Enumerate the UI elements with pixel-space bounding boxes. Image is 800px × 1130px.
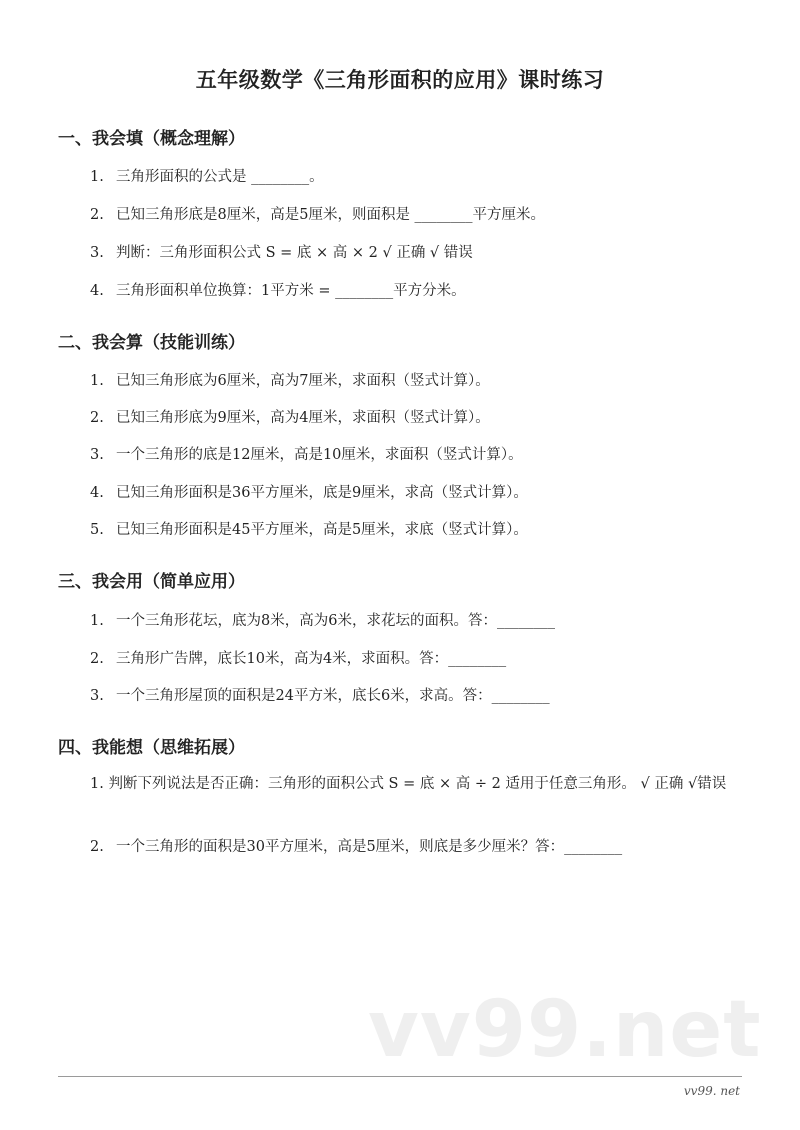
question-1-1 <box>90 165 324 186</box>
question-text: 三角形广告牌，底长10米，高为4米，求面积。答：________ <box>116 651 507 667</box>
section-heading-calculate: 二、我会算（技能训练） <box>58 333 245 353</box>
question-text: 一个三角形的底是12厘米，高是10厘米，求面积（竖式计算）。 <box>116 447 523 463</box>
question-number: 1. <box>90 613 104 629</box>
question-2-1 <box>90 369 490 390</box>
question-3-1 <box>90 609 555 630</box>
question-number: 2. <box>90 410 104 426</box>
question-1-3 <box>90 241 473 262</box>
question-number: 1. <box>90 169 104 185</box>
question-2-2 <box>90 406 490 427</box>
question-text: 三角形面积单位换算：1平方米 = ________平方分米。 <box>116 283 466 299</box>
question-2-3 <box>90 443 523 464</box>
question-text: 一个三角形的面积是30平方厘米，高是5厘米，则底是多少厘米？答：________ <box>116 839 623 855</box>
question-number: 4. <box>90 485 104 501</box>
question-text: 已知三角形面积是36平方厘米，底是9厘米，求高（竖式计算）。 <box>116 485 528 501</box>
question-2-4 <box>90 481 528 502</box>
question-number: 2. <box>90 839 104 855</box>
question-text: 一个三角形屋顶的面积是24平方米，底长6米，求高。答：________ <box>116 688 550 704</box>
question-4-2 <box>90 835 622 856</box>
question-text: 判断下列说法是否正确：三角形的面积公式 S = 底 × 高 ÷ 2 适用于任意三角形。 √ 正确 √错误 <box>108 776 727 792</box>
question-number: 2. <box>90 651 104 667</box>
question-text: 判断：三角形面积公式 S = 底 × 高 × 2 √ 正确 √ 错误 <box>116 245 473 261</box>
question-text: 已知三角形面积是45平方厘米，高是5厘米，求底（竖式计算）。 <box>116 522 528 538</box>
question-text: 一个三角形花坛，底为8米，高为6米，求花坛的面积。答：________ <box>116 613 555 629</box>
question-text: 已知三角形底为9厘米，高为4厘米，求面积（竖式计算）。 <box>116 410 490 426</box>
question-text: 已知三角形底是8厘米，高是5厘米，则面积是 ________平方厘米。 <box>116 207 546 223</box>
question-number: 1. <box>90 373 104 389</box>
watermark: vv99.net <box>368 985 762 1075</box>
question-number: 2. <box>90 207 104 223</box>
question-text: 已知三角形底为6厘米，高为7厘米，求面积（竖式计算）。 <box>116 373 490 389</box>
question-number: 1. <box>90 776 104 792</box>
question-3-3 <box>90 684 550 705</box>
question-number: 3. <box>90 447 104 463</box>
footer-divider <box>58 1076 742 1077</box>
question-4-1 <box>58 772 758 796</box>
section-heading-apply: 三、我会用（简单应用） <box>58 572 245 592</box>
question-number: 3. <box>90 245 104 261</box>
section-heading-think: 四、我能想（思维拓展） <box>58 738 245 758</box>
question-2-5 <box>90 518 528 539</box>
question-1-2 <box>90 203 545 224</box>
question-number: 5. <box>90 522 104 538</box>
question-1-4 <box>90 279 466 300</box>
section-heading-fill: 一、我会填（概念理解） <box>58 129 245 149</box>
footer-site: vv99. net <box>683 1084 740 1098</box>
question-3-2 <box>90 647 506 668</box>
question-number: 3. <box>90 688 104 704</box>
question-number: 4. <box>90 283 104 299</box>
page-title: 五年级数学《三角形面积的应用》课时练习 <box>195 67 605 92</box>
question-text: 三角形面积的公式是 ________。 <box>116 169 324 185</box>
